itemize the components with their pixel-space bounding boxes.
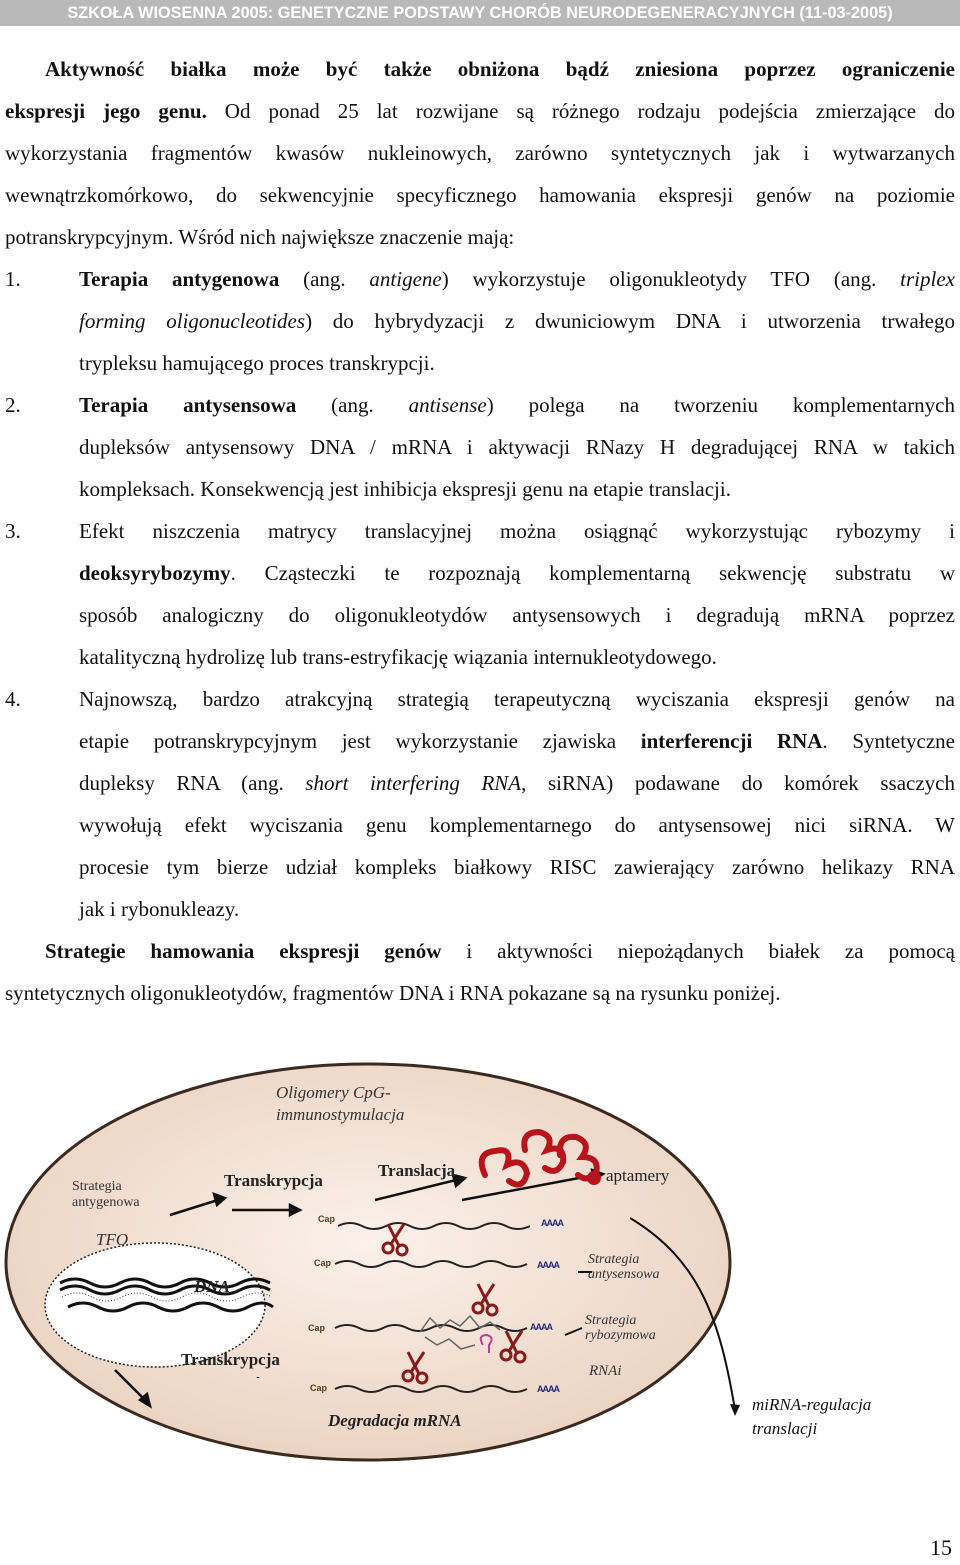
intro-line-3: wykorzystania fragmentów kwasów nukleinowych, zarówno syntetycznych jak i wytwarzanych [5, 141, 955, 165]
intro-line-1: Aktywność białka może być także obniżona bądź zniesiona poprzez ograniczenie [45, 57, 955, 81]
item-3-line-2: deoksyrybozymy. Cząsteczki te rozpoznają komplementarną sekwencję substratu w [79, 561, 955, 585]
strategia-antysensowa-line1: Strategia [588, 1252, 640, 1267]
degradacja-mrna-label: Degradacja mRNA [328, 1411, 462, 1430]
aptamer-bead [587, 1171, 601, 1185]
transkrypcja-bottom-label: Transkrypcja [181, 1350, 280, 1369]
list-number-2: 2. [5, 393, 21, 417]
cap-label-1: Cap [318, 1214, 336, 1224]
item-1-line-2: forming oligonucleotides) do hybrydyzacji z dwuniciowym DNA i utworzenia trwałego [79, 309, 955, 333]
oligomery-label-line1: Oligomery CpG- [276, 1083, 391, 1102]
rnai-label: RNAi [589, 1363, 622, 1379]
intro-line-2: ekspresji jego genu. Od ponad 25 lat rozwijane są różnego rodzaju podejścia zmierzające do [5, 99, 955, 123]
list-number-1: 1. [5, 267, 21, 291]
oligomery-label-line2: immunostymulacja [276, 1105, 405, 1124]
item-3-line-3: sposób analogiczny do oligonukleotydów antysensowych i degradują mRNA poprzez [79, 603, 955, 627]
item-4-line-4: wywołują efekt wyciszania genu komplementarnego do antysensowej nici siRNA. W [79, 813, 955, 837]
closing-line-1: Strategie hamowania ekspresji genów i aktywności niepożądanych białek za pomocą [45, 939, 956, 963]
item-2-line-2: dupleksów antysensowy DNA / mRNA i aktywacji RNazy H degradującej RNA w takich [79, 435, 955, 459]
polya-label-3: AAAA [530, 1322, 552, 1332]
item-4-line-6: jak i rybonukleazy. [79, 897, 240, 921]
cap-label-4: Cap [310, 1383, 328, 1393]
item-4-line-5: procesie tym bierze udział kompleks białkowy RISC zawierający zarówno helikazy RNA [79, 855, 955, 879]
page-header: SZKOŁA WIOSENNA 2005: GENETYCZNE PODSTAWY CHORÓB NEURODEGENERACYJNYCH (11-03-2005) [0, 0, 960, 26]
strategia-antygenowa-line1: Strategia [72, 1179, 122, 1194]
translacja-label: Translacja [378, 1161, 456, 1180]
dna-label: DNA [194, 1277, 230, 1296]
cap-label-3: Cap [308, 1323, 326, 1333]
cap-label-2: Cap [314, 1258, 332, 1268]
intro-line-5: potranskrypcyjnym. Wśród nich największe znaczenie mają: [5, 225, 515, 249]
page-number: 15 [930, 1535, 952, 1560]
polya-label-2: AAAA [537, 1260, 559, 1270]
tfo-label: TFO [96, 1230, 129, 1249]
item-2-line-1: Terapia antysensowa (ang. antisense) polega na tworzeniu komplementarnych [79, 393, 956, 417]
aptamery-label: aptamery [606, 1166, 670, 1185]
item-3-line-1: Efekt niszczenia matrycy translacyjnej można osiągnąć wykorzystując rybozymy i [79, 519, 955, 543]
item-4-line-2: etapie potranskrypcyjnym jest wykorzystanie zjawiska interferencji RNA. Syntetyczne [79, 729, 955, 753]
strategia-rybozymowa-line2: rybozymowa [585, 1328, 656, 1343]
item-1-line-1: Terapia antygenowa (ang. antigene) wykorzystuje oligonukleotydy TFO (ang. triplex [79, 267, 955, 291]
polya-label-4: AAAA [537, 1384, 559, 1394]
strategia-antygenowa-line2: antygenowa [72, 1195, 140, 1210]
polya-label-1: AAAA [541, 1218, 563, 1228]
item-1-line-3: trypleksu hamującego proces transkrypcji. [79, 351, 435, 375]
item-3-line-4: katalityczną hydrolizę lub trans-estryfikację wiązania internukleotydowego. [79, 645, 717, 669]
item-2-line-3: kompleksach. Konsekwencją jest inhibicja ekspresji genu na etapie translacji. [79, 477, 731, 501]
mirna-label-line1: miRNA-regulacja [752, 1395, 872, 1414]
strategia-antysensowa-line2: antysensowa [588, 1267, 660, 1282]
list-number-4: 4. [5, 687, 21, 711]
strategia-rybozymowa-line1: Strategia [585, 1313, 637, 1328]
item-4-line-3: dupleksy RNA (ang. short interfering RNA, siRNA) podawane do komórek ssaczych [79, 771, 955, 795]
closing-line-2: syntetycznych oligonukleotydów, fragmentów DNA i RNA pokazane są na rysunku poniżej. [5, 981, 781, 1005]
transkrypcja-top-label: Transkrypcja [224, 1171, 323, 1190]
mirna-label-line2: translacji [752, 1419, 818, 1438]
item-4-line-1: Najnowszą, bardzo atrakcyjną strategią terapeutyczną wyciszania ekspresji genów na [79, 687, 955, 711]
intro-line-4: wewnątrzkomórkowo, do sekwencyjnie specyficznego hamowania ekspresji genów na poziomie [5, 183, 955, 207]
gene-expression-inhibition-diagram [0, 1050, 960, 1470]
list-number-3: 3. [5, 519, 21, 543]
